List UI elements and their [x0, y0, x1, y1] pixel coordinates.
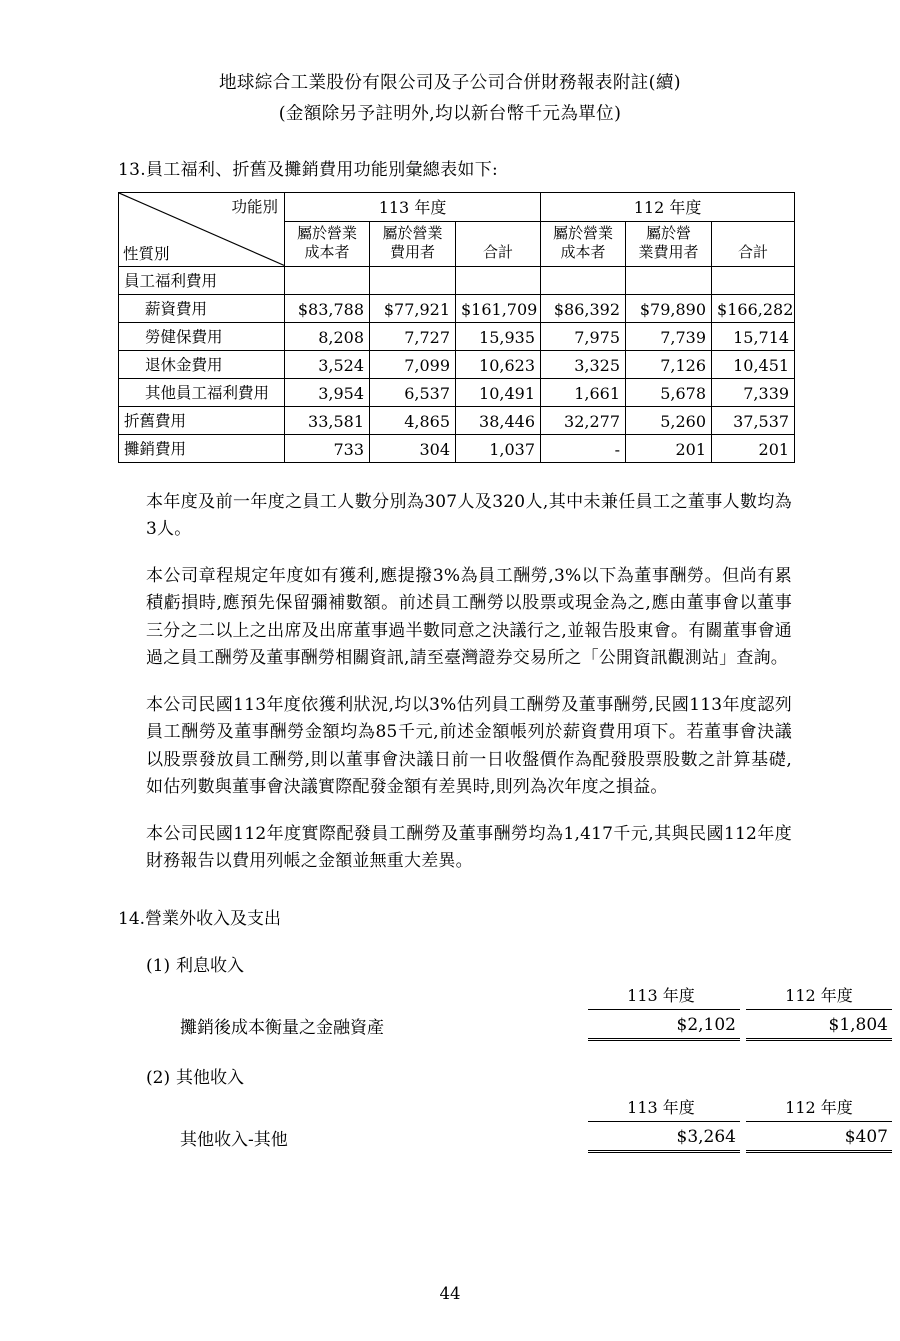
- subsection-1-heading: [0, 951, 900, 976]
- row-cell: 10,623: [456, 350, 541, 378]
- subhead-113-expense-line2: 費用者: [389, 243, 435, 262]
- subsection-1-marker: (1): [146, 956, 171, 976]
- row-cell: [712, 266, 795, 294]
- other-income-table-wrapper: [0, 1094, 900, 1153]
- interest-income-table-wrapper: [0, 982, 900, 1041]
- subsection-2-title: 其他收入: [176, 1068, 244, 1088]
- row-cell: $86,392: [541, 294, 626, 322]
- section-13-number: 13.: [118, 160, 146, 181]
- mini-header-spacer: [176, 982, 588, 1010]
- subhead-112-cost: [541, 222, 626, 266]
- row-cell: 201: [712, 434, 795, 462]
- row-cell: 38,446: [456, 406, 541, 434]
- mini-col-header-112: 112 年度: [746, 1094, 892, 1122]
- row-cell: [370, 266, 456, 294]
- paragraph-112-actual: 本公司民國112年度實際配發員工酬勞及董事酬勞均為1,417千元,其與民國112年度財務報告以費用列帳之金額並無重大差異。: [146, 823, 792, 872]
- row-cell: 8,208: [285, 322, 370, 350]
- mini-row-value-113: $3,264: [588, 1122, 740, 1152]
- row-label: 勞健保費用: [119, 322, 285, 350]
- row-label: 員工福利費用: [119, 266, 285, 294]
- year-group-113: 113 年度: [285, 193, 541, 222]
- paragraph-remuneration-policy: 本公司章程規定年度如有獲利,應提撥3%為員工酬勞,3%以下為董事酬勞。但尚有累積虧損時,應預先保留彌補數額。前述員工酬勞以股票或現金為之,應由董事會以董事三分之二以上之出席及出席董事過半數同意之決議行之,並報告股東會。有關董事會通過之員工酬勞及董事酬勞相關資訊,請至臺灣證券交易所之「公開資訊觀測站」查詢。: [146, 565, 792, 669]
- table-row: [119, 434, 795, 462]
- subhead-112-expense-line1: 屬於營: [646, 224, 692, 243]
- table-row: [119, 294, 795, 322]
- row-cell: 1,661: [541, 378, 626, 406]
- paragraph-113-estimate: 本公司民國113年度依獲利狀況,均以3%估列員工酬勞及董事酬勞,民國113年度認列員工酬勞及董事酬勞金額均為85千元,前述金額帳列於薪資費用項下。若董事會決議以股票發放員工酬勞,則以董事會決議日前一日收盤價作為配發股票股數之計算基礎,如估列數與董事會決議實際配發金額有差異時,則列為次年度之損益。: [146, 694, 792, 798]
- row-cell: $166,282: [712, 294, 795, 322]
- year-group-112: 112 年度: [541, 193, 795, 222]
- mini-row-label: 其他收入-其他: [180, 1129, 288, 1150]
- interest-income-table: [176, 982, 892, 1041]
- row-cell: 7,739: [626, 322, 712, 350]
- mini-header-row: [176, 982, 892, 1010]
- row-cell: $161,709: [456, 294, 541, 322]
- row-cell: 7,975: [541, 322, 626, 350]
- row-cell: -: [541, 434, 626, 462]
- mini-table-row: [176, 1010, 892, 1040]
- corner-label-function: 功能別: [231, 198, 278, 217]
- row-label: 退休金費用: [119, 350, 285, 378]
- paragraph-employee-count: 本年度及前一年度之員工人數分別為307人及320人,其中未兼任員工之董事人數均為3人。: [146, 491, 792, 540]
- subsection-2-heading: [0, 1063, 900, 1088]
- mini-col-header-113: 113 年度: [588, 982, 740, 1010]
- row-cell: [285, 266, 370, 294]
- header-unit-line: (金額除另予註明外,均以新台幣千元為單位): [278, 103, 622, 124]
- row-cell: 15,714: [712, 322, 795, 350]
- mini-col-header-112: 112 年度: [746, 982, 892, 1010]
- header-company-line: 地球綜合工業股份有限公司及子公司合併財務報表附註(續): [219, 73, 681, 93]
- row-cell: 201: [626, 434, 712, 462]
- section-14-title: 營業外收入及支出: [145, 909, 282, 929]
- row-cell: [626, 266, 712, 294]
- row-cell: 5,678: [626, 378, 712, 406]
- row-cell: 7,727: [370, 322, 456, 350]
- row-cell: 3,325: [541, 350, 626, 378]
- subhead-112-total: 合計: [712, 222, 795, 266]
- row-cell: 7,099: [370, 350, 456, 378]
- row-cell: $77,921: [370, 294, 456, 322]
- row-cell: [541, 266, 626, 294]
- table-row: [119, 266, 795, 294]
- section-13-title: 員工福利、折舊及攤銷費用功能別彙總表如下:: [146, 160, 499, 181]
- section-14-number: 14.: [118, 909, 146, 929]
- document-page: [0, 68, 900, 1341]
- section-13-heading: [0, 155, 900, 180]
- table-header-row-years: [119, 193, 795, 222]
- subsection-2-marker: (2): [146, 1068, 171, 1088]
- mini-col-header-113: 113 年度: [588, 1094, 740, 1122]
- corner-label-nature: 性質別: [123, 244, 170, 263]
- row-cell: 6,537: [370, 378, 456, 406]
- other-income-table: [176, 1094, 892, 1153]
- table-row: [119, 406, 795, 434]
- row-label: 薪資費用: [119, 294, 285, 322]
- subhead-113-cost-line2: 成本者: [304, 243, 350, 262]
- row-cell: [456, 266, 541, 294]
- mini-row-value-112: $1,804: [746, 1010, 892, 1040]
- row-cell: 33,581: [285, 406, 370, 434]
- table-row: [119, 378, 795, 406]
- subsection-1-title: 利息收入: [176, 956, 244, 976]
- employee-benefit-table-wrapper: [118, 192, 794, 462]
- row-cell: 3,524: [285, 350, 370, 378]
- page-number: 44: [439, 1284, 461, 1303]
- row-cell: 304: [370, 434, 456, 462]
- subhead-113-total: 合計: [456, 222, 541, 266]
- mini-header-spacer: [176, 1094, 588, 1122]
- row-cell: 10,451: [712, 350, 795, 378]
- row-cell: 5,260: [626, 406, 712, 434]
- row-cell: 3,954: [285, 378, 370, 406]
- row-cell: 32,277: [541, 406, 626, 434]
- mini-header-row: [176, 1094, 892, 1122]
- employee-benefit-table: [118, 192, 795, 462]
- document-header: [0, 68, 900, 129]
- table-row: [119, 322, 795, 350]
- row-cell: 10,491: [456, 378, 541, 406]
- table-corner-cell: [119, 193, 285, 266]
- subhead-112-cost-line2: 成本者: [560, 243, 606, 262]
- row-label: 其他員工福利費用: [119, 378, 285, 406]
- row-cell: $83,788: [285, 294, 370, 322]
- row-cell: 4,865: [370, 406, 456, 434]
- subhead-112-expense-line2: 業費用者: [638, 243, 699, 262]
- subhead-113-cost-line1: 屬於營業: [296, 224, 357, 243]
- subhead-113-expense: [370, 222, 456, 266]
- section-14-heading: [0, 904, 900, 929]
- row-label: 折舊費用: [119, 406, 285, 434]
- row-label: 攤銷費用: [119, 434, 285, 462]
- row-cell: 1,037: [456, 434, 541, 462]
- table-row: [119, 350, 795, 378]
- mini-row-value-112: $407: [746, 1122, 892, 1152]
- subhead-112-expense: [626, 222, 712, 266]
- row-cell: 37,537: [712, 406, 795, 434]
- row-cell: 7,339: [712, 378, 795, 406]
- subhead-113-cost: [285, 222, 370, 266]
- row-cell: $79,890: [626, 294, 712, 322]
- mini-table-row: [176, 1122, 892, 1152]
- row-cell: 733: [285, 434, 370, 462]
- row-cell: 7,126: [626, 350, 712, 378]
- subhead-113-expense-line1: 屬於營業: [382, 224, 443, 243]
- subhead-112-cost-line1: 屬於營業: [553, 224, 614, 243]
- row-cell: 15,935: [456, 322, 541, 350]
- mini-row-value-113: $2,102: [588, 1010, 740, 1040]
- mini-row-label: 攤銷後成本衡量之金融資產: [180, 1017, 384, 1038]
